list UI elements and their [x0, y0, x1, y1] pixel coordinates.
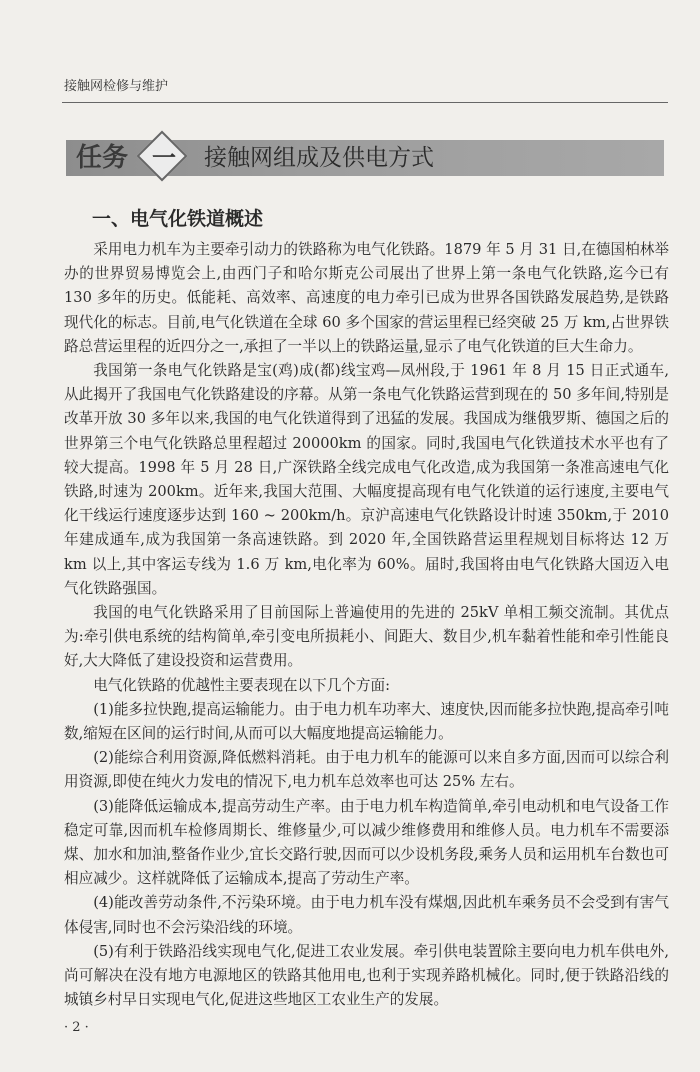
page-number: · 2 ·: [64, 1019, 89, 1035]
paragraph: 我国第一条电气化铁路是宝(鸡)成(都)线宝鸡—凤州段,于 1961 年 8 月 15 日正式通车,从此揭开了我国电气化铁路建设的序幕。从第一条电气化铁路运营到现在的 50 多年间,特别是改革开放 30 多年以来,我国的电气化铁道得到了迅猛的发展。我国成为继俄罗斯、德国之后的世界第三个电气化铁路总里程超过 20000km 的国家。同时,我国电气化铁道技术水平也有了较大提高。1998 年 5 月 28 日,广深铁路全线完成电气化改造,成为我国第一条准高速电气化铁路,时速为 200km。近年来,我国大范围、大幅度提高现有电气化铁道的运行速度,主要电气化干线运行速度逐步达到 160 ~ 200km/h。京沪高速电气化铁路设计时速 350km,于 2010 年建成通车,成为我国第一条高速铁路。到 2020 年,全国铁路营运里程规划目标将达 12 万 km 以上,其中客运专线为 1.6 万 km,电化率为 60%。届时,我国将由电气化铁路大国迈入电气化铁路强国。: [64, 362, 669, 597]
paragraph: (4)能改善劳动条件,不污染环境。由于电力机车没有煤烟,因此机车乘务员不会受到有害气体侵害,同时也不会污染沿线的环境。: [64, 894, 669, 936]
task-title: 接触网组成及供电方式: [204, 145, 435, 171]
paragraph: 我国的电气化铁路采用了目前国际上普遍使用的先进的 25kV 单相工频交流制。其优点为:牵引供电系统的结构简单,牵引变电所损耗小、间距大、数目少,机车黏着性能和牵引性能良好,大大降低了建设投资和运营费用。: [64, 604, 669, 670]
task-banner: [66, 140, 664, 176]
paragraph: (3)能降低运输成本,提高劳动生产率。由于电力机车构造简单,牵引电动机和电气设备工作稳定可靠,因而机车检修周期长、维修量少,可以减少维修费用和维修人员。电力机车不需要添煤、加水和加油,整备作业少,宜长交路行驶,因而可以少设机务段,乘务人员和运用机车台数也可相应减少。这样就降低了运输成本,提高了劳动生产率。: [64, 797, 669, 888]
paragraph: (5)有利于铁路沿线实现电气化,促进工农业发展。牵引供电装置除主要向电力机车供电外,尚可解决在没有地方电源地区的铁路其他用电,也利于实现养路机械化。同时,便于铁路沿线的城镇乡村早日实现电气化,促进这些地区工农业生产的发展。: [64, 942, 669, 1009]
paragraph: 电气化铁路的优越性主要表现在以下几个方面:: [93, 676, 390, 694]
paragraph: 采用电力机车为主要牵引动力的铁路称为电气化铁路。1879 年 5 月 31 日,在德国柏林举办的世界贸易博览会上,由西门子和哈尔斯克公司展出了世界上第一条电气化铁路,迄今已有 130 多年的历史。低能耗、高效率、高速度的电力牵引已成为世界各国铁路发展趋势,是铁路现代化的标志。目前,电气化铁道在全球 60 多个国家的营运里程已经突破 25 万 km,占世界铁路总营运里程的近四分之一,承担了一半以上的铁路运量,显示了电气化铁道的巨大生命力。: [64, 241, 669, 355]
task-number-badge: [140, 140, 188, 176]
task-number: 一: [152, 144, 177, 172]
running-header: 接触网检修与维护: [64, 79, 169, 94]
section-heading: 一、电气化铁道概述: [92, 208, 264, 230]
paragraph: (1)能多拉快跑,提高运输能力。由于电力机车功率大、速度快,因而能多拉快跑,提高牵引吨数,缩短在区间的运行时间,从而可以大幅度地提高运输能力。: [64, 700, 669, 743]
paragraph: (2)能综合利用资源,降低燃料消耗。由于电力机车的能源可以来自多方面,因而可以综合利用资源,即使在纯火力发电的情况下,电力机车总效率也可达 25% 左右。: [64, 749, 669, 791]
task-label: 任务: [76, 143, 129, 173]
header-rule: [62, 102, 668, 103]
body-text: [64, 238, 669, 1013]
